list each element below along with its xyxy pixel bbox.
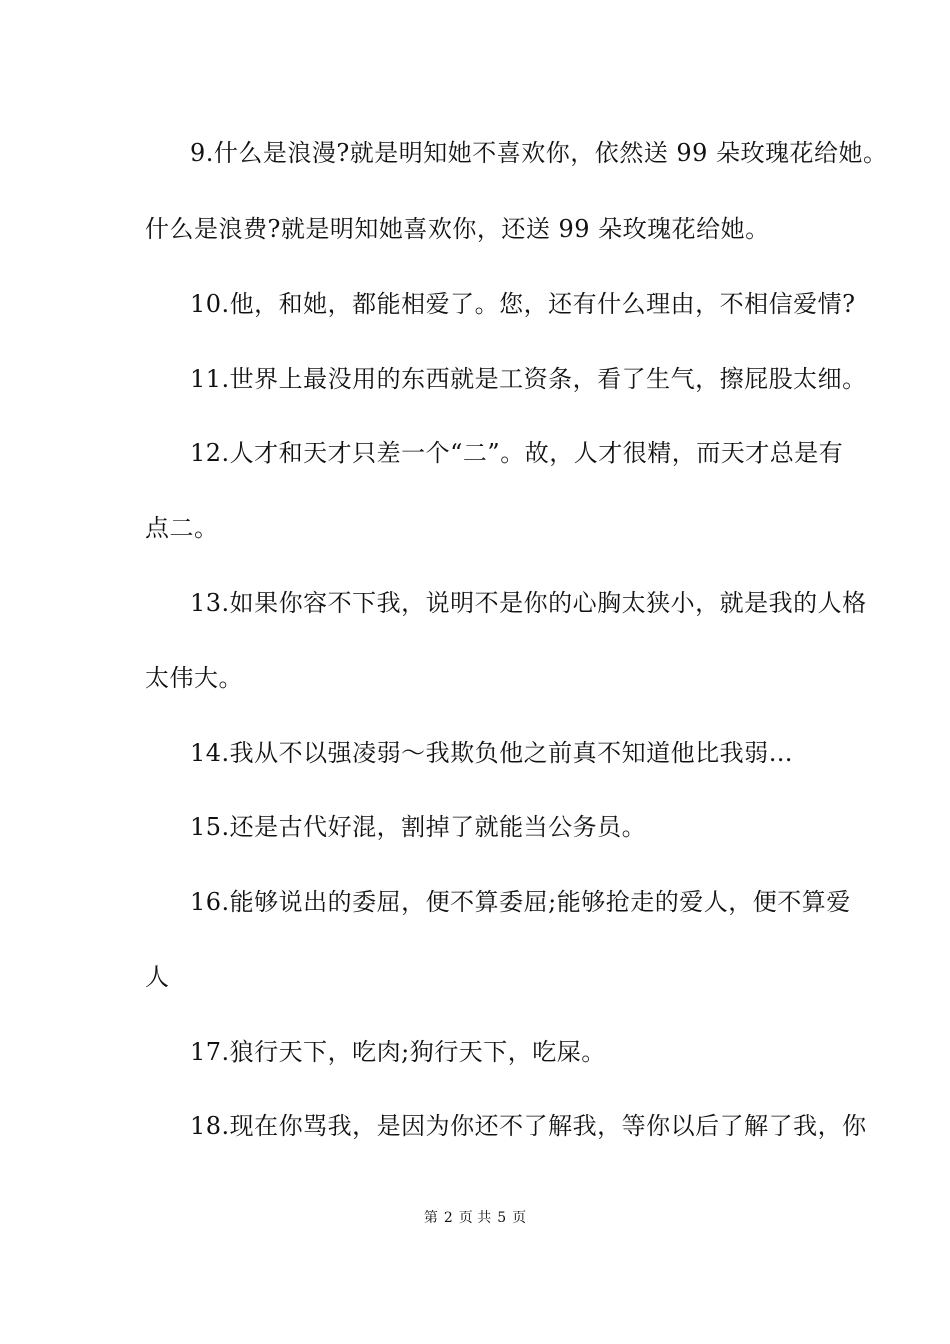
footer-total-pages: 5 <box>497 1210 507 1226</box>
footer-middle: 页 共 <box>458 1210 492 1226</box>
paragraph-line: 点二。 <box>145 514 219 542</box>
paragraph-line: 15.还是古代好混，割掉了就能当公务员。 <box>190 813 647 841</box>
paragraph-line: 14.我从不以强凌弱～我欺负他之前真不知道他比我弱… <box>190 739 794 767</box>
paragraph-line: 18.现在你骂我，是因为你还不了解我，等你以后了解了我，你 <box>190 1112 867 1140</box>
paragraph-line: 人 <box>145 963 170 991</box>
paragraph-line: 16.能够说出的委屈，便不算委屈;能够抢走的爱人，便不算爱 <box>190 888 851 916</box>
footer-page-number: 2 <box>443 1210 453 1226</box>
paragraph-line: 11.世界上最没用的东西就是工资条，看了生气，擦屁股太细。 <box>190 365 867 393</box>
footer-suffix: 页 <box>512 1210 527 1226</box>
paragraph-line: 10.他，和她，都能相爱了。您，还有什么理由，不相信爱情? <box>190 290 856 318</box>
paragraph-line: 12.人才和天才只差一个“二”。故，人才很精，而天才总是有 <box>190 439 844 467</box>
paragraph-line: 什么是浪费?就是明知她喜欢你，还送 99 朵玫瑰花给她。 <box>145 215 770 243</box>
paragraph-line: 9.什么是浪漫?就是明知她不喜欢你，依然送 99 朵玫瑰花给她。 <box>190 139 888 167</box>
footer-prefix: 第 <box>423 1210 438 1226</box>
paragraph-line: 13.如果你容不下我，说明不是你的心胸太狭小，就是我的人格 <box>190 589 867 617</box>
paragraph-line: 17.狼行天下，吃肉;狗行天下，吃屎。 <box>190 1038 606 1066</box>
page-footer <box>0 1209 950 1227</box>
paragraph-line: 太伟大。 <box>145 664 243 692</box>
